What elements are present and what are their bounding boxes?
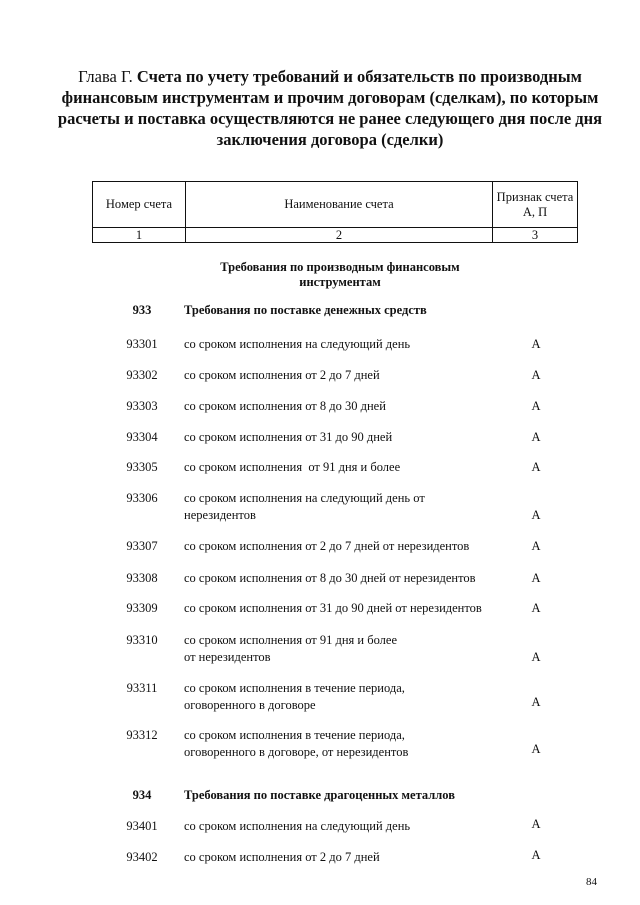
account-flag: А (531, 650, 541, 664)
account-flag: А (531, 601, 541, 615)
header-account-name: Наименование счета (186, 182, 493, 228)
account-code: 93309 (126, 601, 158, 615)
account-code: 93310 (126, 633, 158, 647)
account-name-line1: со сроком исполнения от 91 дня и более (184, 633, 398, 647)
account-flag: А (531, 460, 541, 474)
account-code: 93308 (126, 571, 158, 585)
account-code: 93401 (126, 819, 158, 833)
account-name-line2: нерезидентов (184, 508, 256, 522)
account-name-line2: от нерезидентов (184, 650, 271, 664)
account-flag: А (531, 695, 541, 709)
account-name: со сроком исполнения от 8 до 30 дней от нерезидентов (184, 571, 476, 585)
account-name-line1: со сроком исполнения в течение периода, (184, 681, 405, 695)
account-name: со сроком исполнения от 31 до 90 дней от нерезидентов (184, 601, 482, 615)
account-flag: А (531, 848, 541, 862)
header-account-flag-line1: Признак счета (496, 189, 574, 204)
account-name (184, 680, 514, 714)
account-flag: А (531, 368, 541, 382)
account-name-line2: оговоренного в договоре, от нерезидентов (184, 745, 409, 759)
header-num-3: 3 (493, 228, 578, 243)
account-code: 93402 (126, 850, 158, 864)
account-flag: А (531, 508, 541, 522)
account-name: со сроком исполнения на следующий день (184, 819, 411, 833)
account-flag: А (531, 571, 541, 585)
section-heading-line1: Требования по производным финансовым (220, 260, 460, 274)
account-name: со сроком исполнения от 2 до 7 дней (184, 368, 380, 382)
account-code: 93304 (126, 430, 158, 444)
header-num-1: 1 (93, 228, 186, 243)
account-code: 93311 (126, 681, 158, 695)
account-name: Требования по поставке драгоценных металлов (184, 788, 455, 802)
column-header-table (92, 181, 578, 243)
header-account-flag (493, 182, 578, 228)
header-account-flag-line2: А, П (522, 204, 548, 219)
chapter-title (40, 66, 620, 150)
account-code: 93306 (126, 491, 158, 505)
account-code: 93307 (126, 539, 158, 553)
account-name: со сроком исполнения от 91 дня и более (184, 460, 401, 474)
header-account-number: Номер счета (93, 182, 186, 228)
section-heading (180, 260, 500, 290)
account-name: Требования по поставке денежных средств (184, 303, 427, 317)
account-name-line1: со сроком исполнения в течение периода, (184, 728, 405, 742)
account-code: 93312 (126, 728, 158, 742)
account-code: 93305 (126, 460, 158, 474)
account-name: со сроком исполнения на следующий день (184, 337, 411, 351)
account-code: 93303 (126, 399, 158, 413)
section-heading-line2: инструментам (299, 275, 381, 289)
account-code: 934 (132, 788, 152, 802)
account-flag: А (531, 399, 541, 413)
account-name-line1: со сроком исполнения на следующий день от (184, 491, 425, 505)
account-flag: А (531, 817, 541, 831)
account-flag: А (531, 742, 541, 756)
account-name: со сроком исполнения от 2 до 7 дней от нерезидентов (184, 539, 470, 553)
account-name: со сроком исполнения от 31 до 90 дней (184, 430, 393, 444)
account-flag: А (531, 539, 541, 553)
account-name: со сроком исполнения от 2 до 7 дней (184, 850, 380, 864)
account-code: 93301 (126, 337, 158, 351)
account-name-line2: оговоренного в договоре (184, 698, 316, 712)
account-name (184, 727, 514, 761)
account-name: со сроком исполнения от 8 до 30 дней (184, 399, 386, 413)
header-num-2: 2 (186, 228, 493, 243)
chapter-title-prefix: Глава Г. (78, 67, 137, 86)
account-code: 93302 (126, 368, 158, 382)
account-name (184, 490, 514, 524)
chapter-title-text: Счета по учету требований и обязательств по производным финансовым инструментам и прочим договорам (сделкам), по которым расчеты и поставка осуществляются не ранее следующего дня после дня заключения договора (сделки) (57, 67, 603, 149)
account-code: 933 (132, 303, 152, 317)
page-number: 84 (586, 876, 597, 888)
account-flag: А (531, 430, 541, 444)
account-name (184, 632, 514, 666)
account-flag: А (531, 337, 541, 351)
